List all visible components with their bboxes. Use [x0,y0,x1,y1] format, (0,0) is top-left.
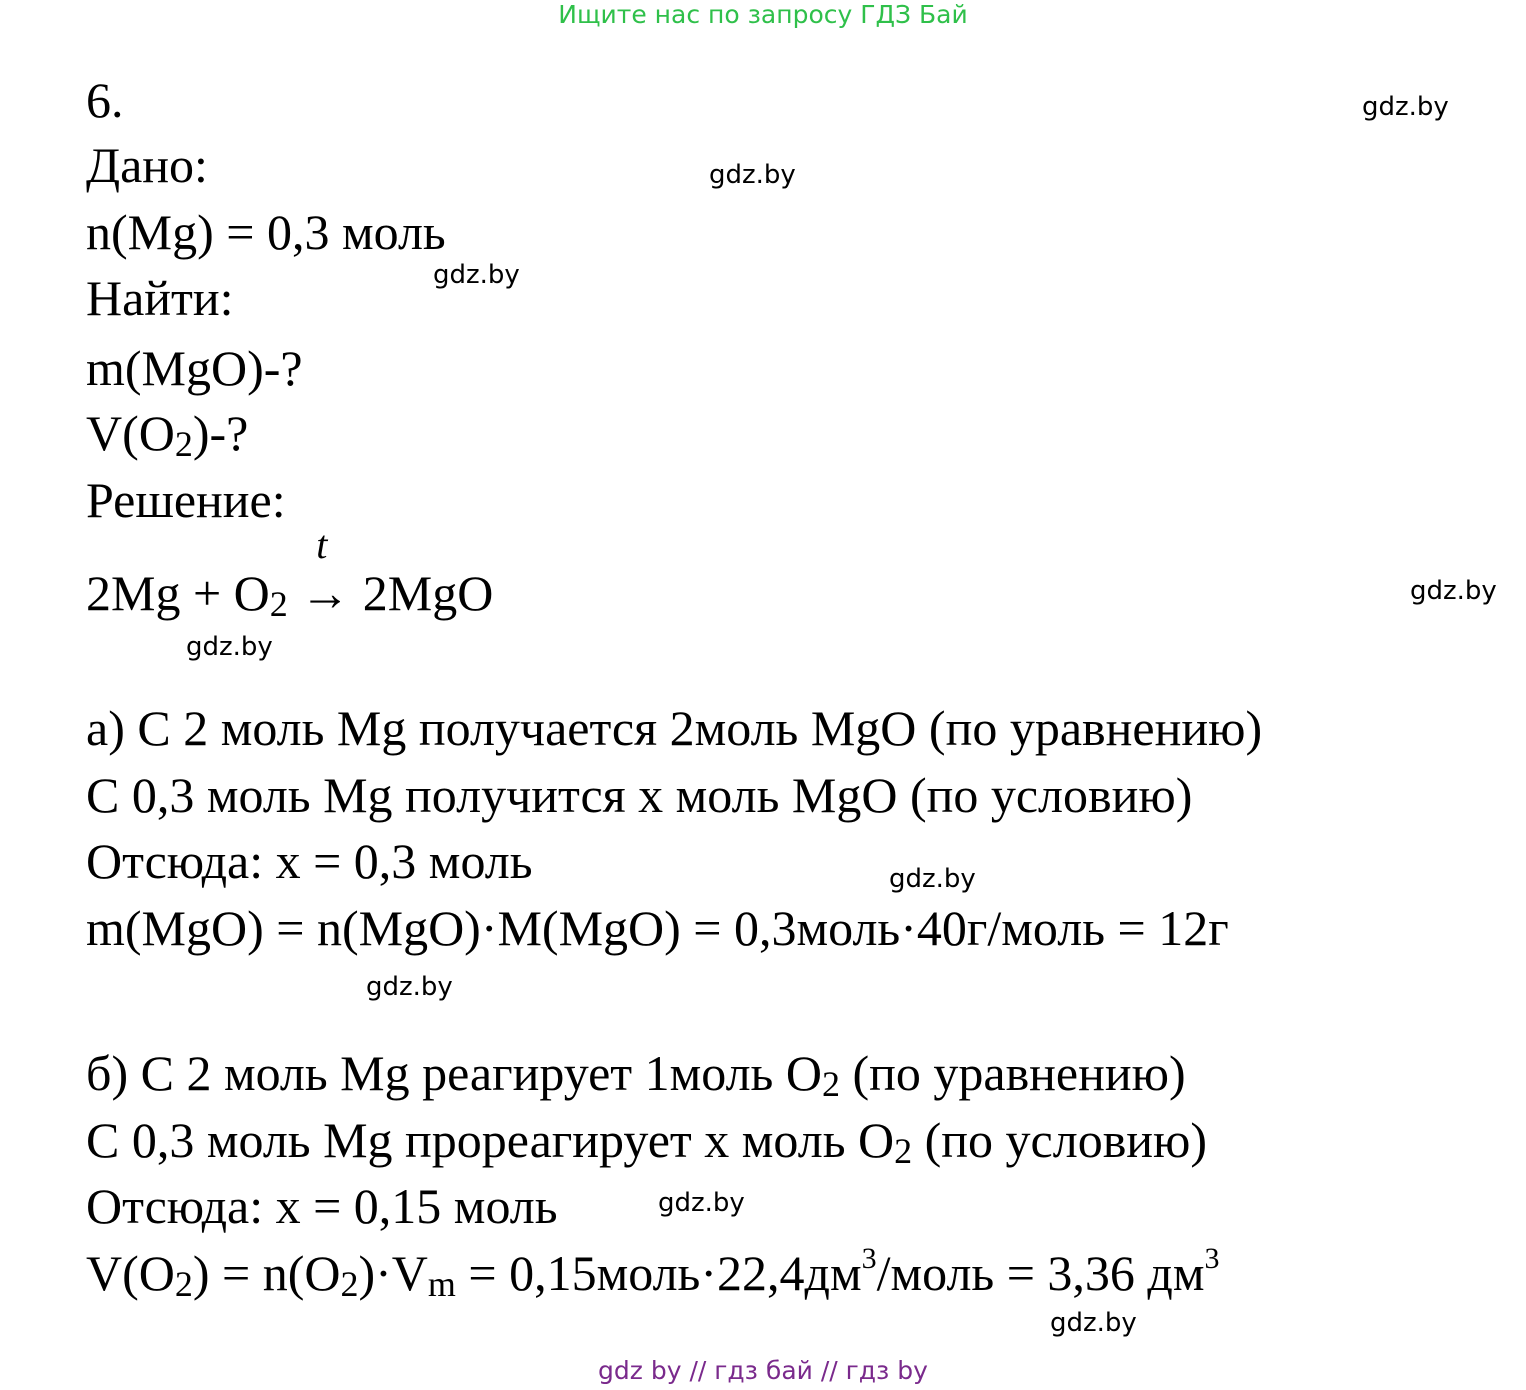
watermark: gdz.by [1362,92,1449,122]
given-label: Дано: [86,137,208,193]
part-a-line-1: а) С 2 моль Mg получается 2моль MgO (по уравнению) [86,700,1263,756]
footer-links[interactable]: gdz by // гдз бай // гдз by [598,1356,928,1385]
reaction-arrow: t → [300,565,350,621]
part-b-line-2: С 0,3 моль Mg прореагирует х моль $O_2$ (по условию) [86,1112,1208,1171]
problem-number: 6. [86,72,124,128]
watermark: gdz.by [658,1188,745,1218]
part-b-line-1: б) С 2 моль Mg реагирует 1моль $O_2$ (по уравнению) [86,1045,1186,1104]
given-value: n(Mg) = 0,3 моль [86,204,446,260]
part-b-line-3: Отсюда: х = 0,15 моль [86,1178,558,1234]
solution-label: Решение: [86,472,286,528]
part-a-line-3: Отсюда: х = 0,3 моль [86,833,533,889]
part-a-result: m(MgO) = n(MgO)·M(MgO) = 0,3моль·40г/моль = 12г [86,900,1229,956]
watermark: gdz.by [186,632,273,662]
top-search-banner[interactable]: Ищите нас по запросу ГДЗ Бай [558,0,968,29]
watermark: gdz.by [366,972,453,1002]
watermark: gdz.by [889,864,976,894]
watermark: gdz.by [1410,576,1497,606]
heat-condition: t [316,522,328,567]
find-label: Найти: [86,270,234,326]
watermark: gdz.by [1050,1308,1137,1338]
watermark: gdz.by [709,160,796,190]
find-volume: $V(O_2)-$? [86,405,249,464]
find-mass: m(MgO)-? [86,340,303,396]
part-b-result: $V(O_2) = n(O_2)\cdot V_m$ = $0,15моль\cdot 22,4дм^3$/моль = 3,36 $дм^3$ [86,1242,1220,1304]
reaction-equation: $2Mg + O_2$ t → 2MgO [86,565,493,621]
watermark: gdz.by [433,260,520,290]
part-a-line-2: С 0,3 моль Mg получится х моль MgO (по условию) [86,767,1193,823]
